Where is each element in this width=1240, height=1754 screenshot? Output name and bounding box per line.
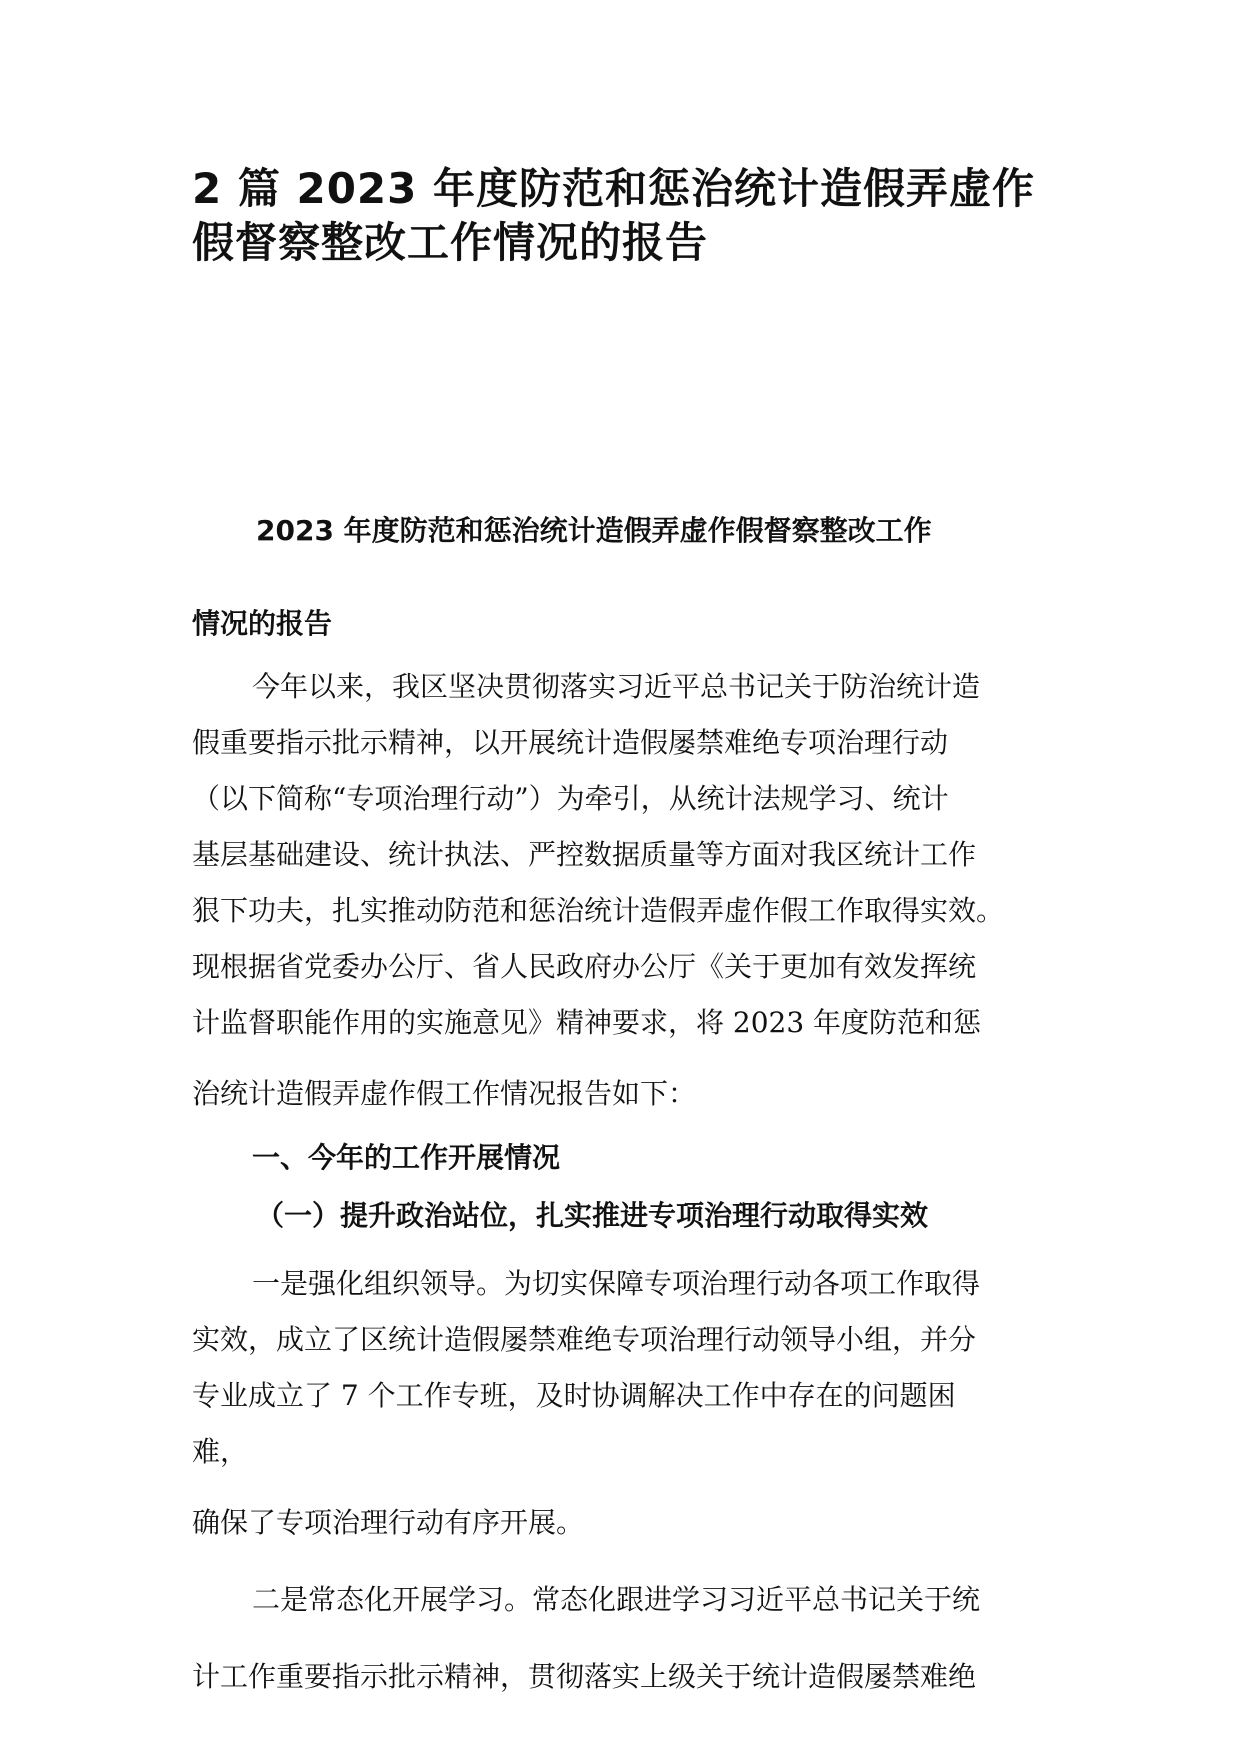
- body-line: 确保了专项治理行动有序开展。: [192, 1506, 585, 1539]
- report-title-line: 情况的报告: [192, 607, 333, 640]
- body-line: 计工作重要指示批示精神，贯彻落实上级关于统计造假屡禁难绝: [192, 1660, 977, 1693]
- body-line: 专业成立了 7 个工作专班，及时协调解决工作中存在的问题困: [192, 1379, 956, 1412]
- main-title: [192, 162, 1072, 270]
- main-title-line: 2 篇 2023 年度防范和惩治统计造假弄虚作: [192, 164, 1035, 213]
- main-title-line: 假督察整改工作情况的报告: [192, 218, 709, 267]
- body-line: 狠下功夫，扎实推动防范和惩治统计造假弄虚作假工作取得实效。: [192, 894, 1005, 927]
- body-line: 计监督职能作用的实施意见》精神要求，将 2023 年度防范和惩: [192, 1006, 982, 1039]
- body-line: 基层基础建设、统计执法、严控数据质量等方面对我区统计工作: [192, 838, 977, 871]
- report-title-line: 2023 年度防范和惩治统计造假弄虚作假督察整改工作: [256, 514, 932, 547]
- body-line: （以下简称“专项治理行动”）为牵引，从统计法规学习、统计: [192, 782, 949, 815]
- body-line: 假重要指示批示精神，以开展统计造假屡禁难绝专项治理行动: [192, 726, 949, 759]
- body-line: 现根据省党委办公厅、省人民政府办公厅《关于更加有效发挥统: [192, 950, 977, 983]
- body-line: 一是强化组织领导。为切实保障专项治理行动各项工作取得: [252, 1267, 981, 1300]
- subsection-heading: （一）提升政治站位，扎实推进专项治理行动取得实效: [256, 1199, 929, 1232]
- body-line: 难，: [192, 1435, 249, 1468]
- body-line: 实效，成立了区统计造假屡禁难绝专项治理行动领导小组，并分: [192, 1323, 977, 1356]
- body-line: 二是常态化开展学习。常态化跟进学习习近平总书记关于统: [252, 1583, 981, 1616]
- body-line: 治统计造假弄虚作假工作情况报告如下：: [192, 1077, 697, 1110]
- section-heading: 一、今年的工作开展情况: [252, 1141, 561, 1174]
- body-line: 今年以来，我区坚决贯彻落实习近平总书记关于防治统计造: [252, 670, 981, 703]
